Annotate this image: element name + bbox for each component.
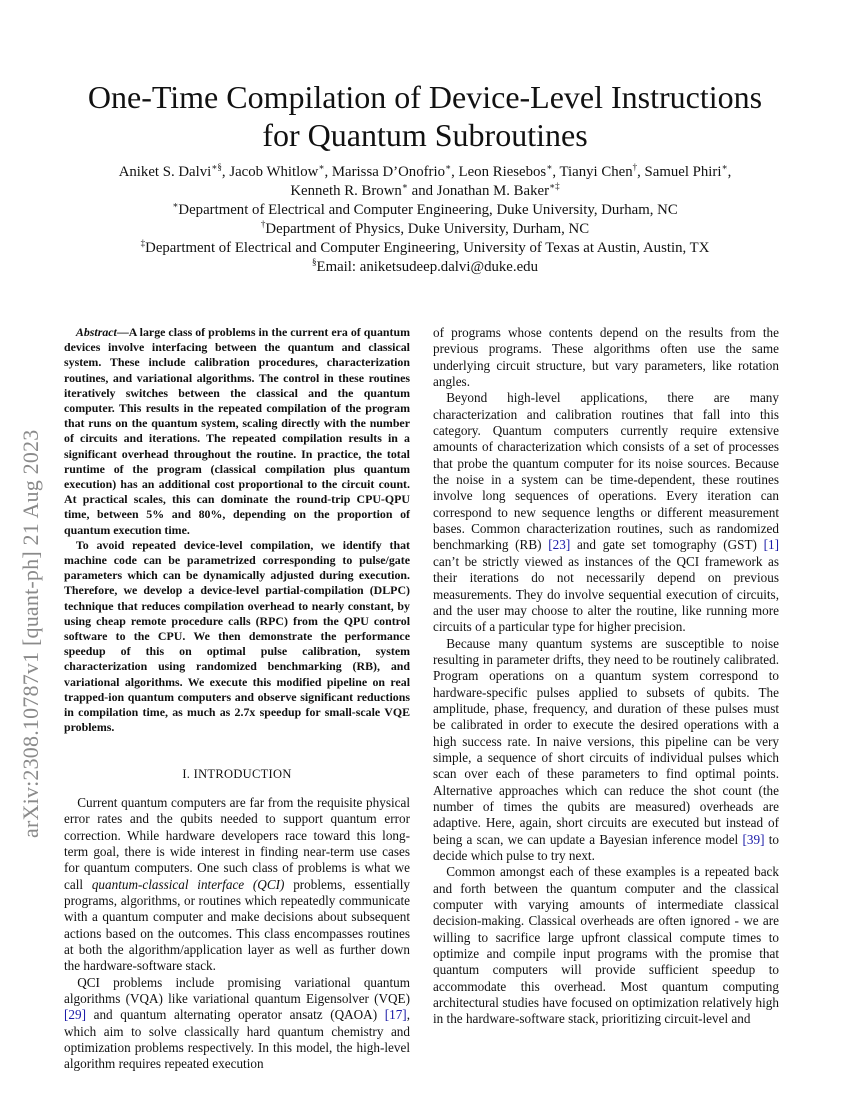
abstract-text-1: —A large class of problems in the current era of quantum devices involve interfacing between the quantum and classical system. These include calibration procedures, characterization routines, and variational algorithms. The control in these routines iteratively switches between the classical and the quantum computer. This results in the repeated compilation of the program that runs on the quantum system, scaling directly with the number of circuits and iterations. The repeated compilation results in a significant overhead throughout the routine. In practice, the total runtime of the program (classical compilation plus quantum execution) has an additional cost proportional to the circuit count. At practical scales, this can dominate the round-trip CPU-QPU time, between 5% and 80%, depending on the proportion of quantum execution time.: [64, 325, 410, 537]
author-email: §Email: aniketsudeep.dalvi@duke.edu: [312, 257, 538, 275]
intro-p1-text-b: problems, essentially programs, algorithms, or routines which repeatedly communicate with a quantum computer and make decisions about subsequent actions based on the outcomes. This class encompasses routines at both the algorithm/application layer as well as further down the hardware-software stack.: [64, 876, 410, 974]
right-column: [433, 325, 779, 1028]
intro-p1-emphasis: quantum-classical interface (QCI): [91, 876, 285, 892]
citation-link[interactable]: [17]: [384, 1007, 407, 1023]
left-column: [64, 325, 410, 1073]
intro-p1-text-a: Current quantum computers are far from the requisite physical error rates and the qubits needed to support quantum error correction. While hardware developers race toward this long-term goal, there is wide interest in finding near-term use cases for quantum computers. One such class of problems is what we call: [64, 794, 410, 892]
right-p3-text-b: to decide which pulse to try next.: [433, 831, 779, 863]
title-line-2: for Quantum Subroutines: [262, 117, 588, 153]
citation-link[interactable]: [23]: [548, 537, 571, 553]
affiliation-2: †Department of Physics, Duke University, Durham, NC: [260, 219, 590, 237]
right-p2-text-a: Beyond high-level applications, there are many characterization and calibration routines that fall into this category. Quantum computers currently require extensive amounts of characterization which consists of a set of processes that probe the quantum computer for its noise sources. Because the noise in a system can be time-dependent, these routines involve long sequences of operations. Every iteration can correspond to new sequence lengths or different measurement bases. Common characterization routines, such as randomized benchmarking (RB): [433, 390, 779, 553]
intro-p2-text-c: , which aim to solve classically hard quantum chemistry and optimization problems respectively. In this model, the high-level algorithm requires repeated execution: [64, 1007, 410, 1072]
citation-link[interactable]: [1]: [763, 537, 779, 553]
citation-link[interactable]: [29]: [64, 1007, 86, 1023]
right-paragraph-1: of programs whose contents depend on the results from the previous programs. These algorithms often use the same underlying circuit structure, but vary parameters, like rotation angles.: [433, 325, 779, 390]
right-p2-text-b: and gate set tomography (GST): [570, 537, 764, 553]
paper-title: [60, 78, 790, 154]
abstract-label: Abstract: [75, 325, 117, 339]
abstract-paragraph-1: [64, 325, 410, 538]
title-line-1: One-Time Compilation of Device-Level Instructions: [87, 79, 763, 115]
intro-paragraph-2: [64, 975, 410, 1073]
abstract: [64, 325, 410, 735]
intro-p2-text-a: QCI problems include promising variational quantum algorithms (VQA) like variational quantum Eigensolver (VQE): [64, 974, 410, 1006]
intro-paragraph-1: [64, 795, 410, 975]
author-block: [60, 163, 790, 277]
intro-p2-text-b: and quantum alternating operator ansatz (QAOA): [85, 1007, 385, 1023]
abstract-paragraph-2: To avoid repeated device-level compilation, we identify that machine code can be parametrized corresponding to pulse/gate parameters which can be dynamically adjusted during execution. Therefore, we develop a device-level partial-compilation (DLPC) technique that reduces compilation overhead to nearly constant, by using cheap remote procedure calls (RPC) from the QPU control software to the CPU. We then demonstrate the performance speedup of this on optimal pulse calibration, system characterization using randomized benchmarking (RB), and variational algorithms. We execute this modified pipeline on real trapped-ion quantum computers and observe significant reductions in compilation time, as much as 2.7x speedup for small-scale VQE problems.: [64, 537, 410, 735]
author-line-2: Kenneth R. Brown∗ and Jonathan M. Baker∗‡: [290, 181, 560, 199]
right-paragraph-4: Common amongst each of these examples is a repeated back and forth between the quantum computer and the classical computer with varying amounts of intermediate classical decision-making. Classical overheads are often ignored - we are willing to sacrifice large upfront classical compute times to optimize and compile input programs with the promise that quantum computers will provide sufficient speedup to accommodate this overhead. Most quantum computing architectural studies have focused on optimization relatively high in the hardware-software stack, prioritizing circuit-level and: [433, 864, 779, 1027]
right-paragraph-3: [433, 636, 779, 865]
affiliation-1: ∗Department of Electrical and Computer Engineering, Duke University, Durham, NC: [172, 200, 678, 218]
right-p3-text-a: Because many quantum systems are susceptible to noise resulting in parameter drifts, they need to be routinely calibrated. Program operations on a quantum system correspond to hardware-specific pulses applied to subsets of qubits. The amplitude, phase, frequency, and duration of these pulses must be calibrated in order to execute the desired operations with a high success rate. In naive versions, this pipeline can be very simple, a sequence of short circuits of individual pulses which scan over each of these parameters to find optimal points. Alternative approaches which can reduce the shot count (the number of times the qubits are measured) overheads are adaptive. Here, again, short circuits are executed but instead of being a scan, we can update a Bayesian inference model: [433, 635, 779, 847]
right-p2-text-c: can’t be strictly viewed as instances of the QCI framework as their iterations do not necessarily depend on previous measurements. They do involve sequential execution of circuits, and the user may choose to alter the routine, like running more circuits of a particular type for higher precision.: [433, 553, 779, 635]
section-heading-introduction: I. INTRODUCTION: [182, 767, 292, 782]
right-paragraph-2: [433, 390, 779, 635]
author-line-1: Aniket S. Dalvi∗§, Jacob Whitlow∗, Marissa D’Onofrio∗, Leon Riesebos∗, Tianyi Chen†, Samuel Phiri∗,: [118, 162, 732, 180]
affiliation-3: ‡Department of Electrical and Computer Engineering, University of Texas at Austin, Austin, TX: [140, 238, 710, 256]
citation-link[interactable]: [39]: [742, 831, 765, 847]
arxiv-identifier: arXiv:2308.10787v1 [quant-ph] 21 Aug 2023: [18, 429, 43, 838]
